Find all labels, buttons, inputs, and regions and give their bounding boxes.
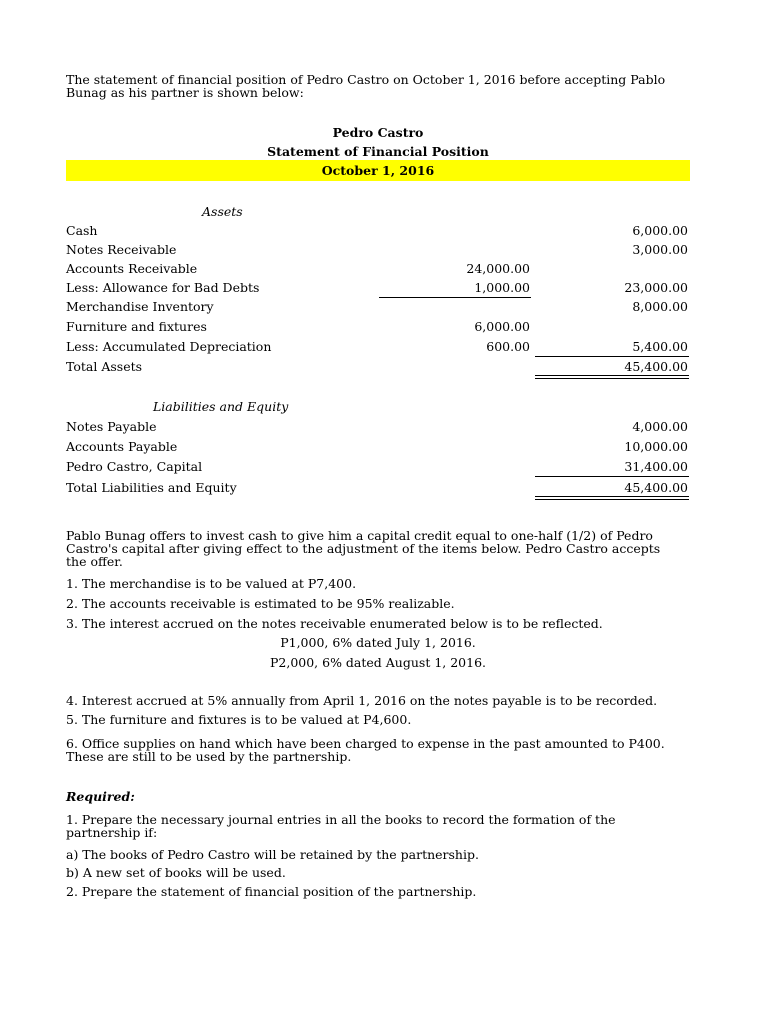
required-line-2: partnership if:	[66, 825, 158, 840]
row-amount: 45,400.00	[624, 480, 688, 495]
required-item-a: a) The books of Pedro Castro will be retained by the partnership.	[66, 847, 479, 862]
row-label: Less: Accumulated Depreciation	[66, 339, 272, 354]
row-label: Merchandise Inventory	[66, 299, 214, 314]
table-row	[66, 299, 688, 317]
row-label: Accounts Receivable	[66, 261, 198, 276]
table-row	[66, 280, 688, 298]
row-label: Accounts Payable	[66, 439, 178, 454]
table-row	[66, 242, 688, 260]
liabilities-heading: Liabilities and Equity	[153, 399, 289, 414]
row-label: Pedro Castro, Capital	[66, 459, 203, 474]
total-double-rule	[535, 375, 689, 379]
subtotal-rule	[379, 297, 531, 298]
required-line-1: 1. Prepare the necessary journal entries in all the books to record the formation of the	[66, 812, 616, 827]
row-amount: 4,000.00	[632, 419, 688, 434]
table-row	[66, 339, 688, 357]
assets-heading: Assets	[202, 204, 243, 219]
offer-line-1: Pablo Bunag offers to invest cash to give him a capital credit equal to one-half (1/2) of Pedro	[66, 528, 653, 543]
adjustment-item-3: 3. The interest accrued on the notes receivable enumerated below is to be reflected.	[66, 616, 603, 631]
row-sub-amount: 24,000.00	[466, 261, 530, 276]
adjustment-item-1: 1. The merchandise is to be valued at P7,400.	[66, 576, 357, 591]
row-label: Total Liabilities and Equity	[66, 480, 237, 495]
company-name: Pedro Castro	[332, 125, 424, 140]
row-label: Total Assets	[66, 359, 143, 374]
adjustment-item-4: 4. Interest accrued at 5% annually from April 1, 2016 on the notes payable is to be recorded.	[66, 693, 658, 708]
required-heading: Required:	[66, 789, 135, 804]
offer-line-2: Castro's capital after giving effect to the adjustment of the items below. Pedro Castro accepts	[66, 541, 661, 556]
required-item-b: b) A new set of books will be used.	[66, 865, 286, 880]
note-receivable-1: P1,000, 6% dated July 1, 2016.	[280, 635, 476, 650]
adjustment-item-6	[66, 737, 696, 763]
item6-line-2: These are still to be used by the partnership.	[66, 749, 352, 764]
row-amount: 3,000.00	[632, 242, 688, 257]
intro-line-1: The statement of financial position of Pedro Castro on October 1, 2016 before accepting Pablo	[66, 72, 666, 87]
table-row	[66, 459, 688, 477]
intro-line-2: Bunag as his partner is shown below:	[66, 85, 304, 100]
row-sub-amount: 1,000.00	[474, 280, 530, 295]
table-row	[66, 319, 688, 337]
required-item-1	[66, 813, 696, 839]
offer-paragraph	[66, 529, 696, 568]
adjustment-item-2: 2. The accounts receivable is estimated to be 95% realizable.	[66, 596, 455, 611]
total-rule	[535, 476, 689, 477]
total-rule	[535, 356, 689, 357]
table-row	[66, 439, 688, 457]
total-double-rule	[535, 496, 689, 500]
table-row	[66, 261, 688, 279]
note-receivable-2: P2,000, 6% dated August 1, 2016.	[269, 655, 487, 670]
row-amount: 10,000.00	[624, 439, 688, 454]
table-row	[66, 419, 688, 437]
statement-date: October 1, 2016	[321, 163, 435, 178]
row-label: Furniture and fixtures	[66, 319, 207, 334]
row-label: Notes Payable	[66, 419, 157, 434]
required-item-2: 2. Prepare the statement of financial position of the partnership.	[66, 884, 477, 899]
offer-line-3: the offer.	[66, 554, 123, 569]
item6-line-1: 6. Office supplies on hand which have been charged to expense in the past amounted to P400.	[66, 736, 665, 751]
intro-paragraph	[66, 73, 696, 99]
statement-title: Statement of Financial Position	[267, 144, 489, 159]
row-amount: 8,000.00	[632, 299, 688, 314]
row-label: Notes Receivable	[66, 242, 177, 257]
row-label: Less: Allowance for Bad Debts	[66, 280, 260, 295]
table-row	[66, 223, 688, 241]
row-amount: 45,400.00	[624, 359, 688, 374]
row-sub-amount: 6,000.00	[474, 319, 530, 334]
row-amount: 23,000.00	[624, 280, 688, 295]
row-sub-amount: 600.00	[486, 339, 530, 354]
row-amount: 5,400.00	[632, 339, 688, 354]
row-amount: 6,000.00	[632, 223, 688, 238]
row-amount: 31,400.00	[624, 459, 688, 474]
adjustment-item-5: 5. The furniture and fixtures is to be valued at P4,600.	[66, 712, 412, 727]
row-label: Cash	[66, 223, 98, 238]
